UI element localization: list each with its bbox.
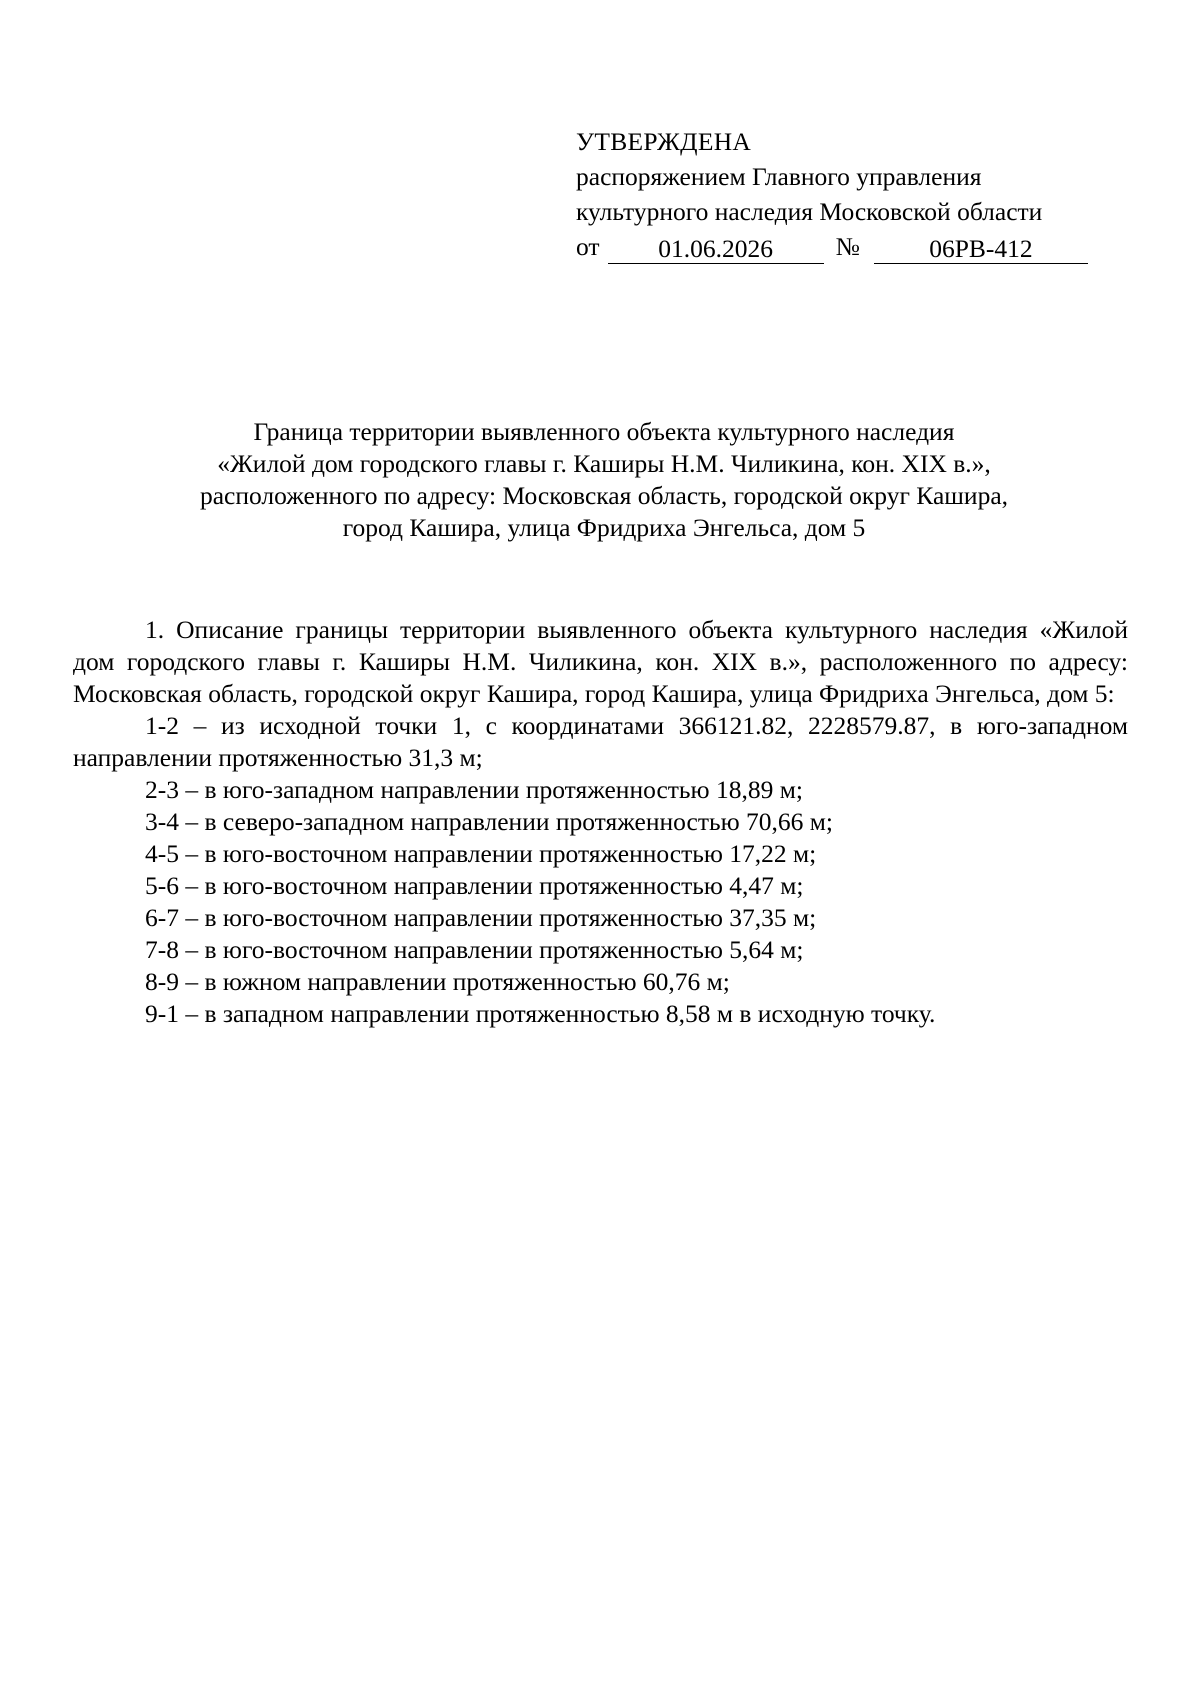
approval-date: 01.06.2026: [608, 235, 824, 264]
segment-6-7: 6-7 – в юго-восточном направлении протяженностью 37,35 м;: [145, 903, 817, 932]
approval-line-2: культурного наследия Московской области: [576, 197, 1043, 226]
approval-block: [576, 124, 1088, 264]
title-line-3: расположенного по адресу: Московская область, городской округ Кашира,: [199, 481, 1009, 510]
approval-date-row: [576, 229, 1088, 264]
boundary-description: [73, 614, 1128, 1030]
title-line-4: город Кашира, улица Фридриха Энгельса, дом 5: [342, 513, 866, 542]
description-intro: 1. Описание границы территории выявленного объекта культурного наследия «Жилой дом городского главы г. Каширы Н.М. Чиликина, кон. XIX в.», расположенного по адресу: Московская область, городской округ Кашира, город Кашира, улица Фридриха Энгельса, дом 5:: [73, 615, 1128, 708]
approval-number: 06РВ-412: [874, 235, 1088, 264]
segment-3-4: 3-4 – в северо-западном направлении протяженностью 70,66 м;: [145, 807, 833, 836]
date-prefix: от: [576, 232, 600, 261]
number-prefix: №: [835, 232, 860, 261]
document-title: [80, 416, 1128, 544]
segment-9-1: 9-1 – в западном направлении протяженностью 8,58 м в исходную точку.: [145, 999, 936, 1028]
segment-8-9: 8-9 – в южном направлении протяженностью 60,76 м;: [145, 967, 730, 996]
segment-5-6: 5-6 – в юго-восточном направлении протяженностью 4,47 м;: [145, 871, 804, 900]
segment-7-8: 7-8 – в юго-восточном направлении протяженностью 5,64 м;: [145, 935, 804, 964]
approval-line-1: распоряжением Главного управления: [576, 162, 982, 191]
segment-2-3: 2-3 – в юго-западном направлении протяженностью 18,89 м;: [145, 775, 803, 804]
title-line-1: Граница территории выявленного объекта культурного наследия: [253, 417, 955, 446]
title-line-2: «Жилой дом городского главы г. Каширы Н.М. Чиликина, кон. XIX в.»,: [217, 449, 991, 478]
segment-4-5: 4-5 – в юго-восточном направлении протяженностью 17,22 м;: [145, 839, 817, 868]
segment-1-2: 1-2 – из исходной точки 1, с координатами 366121.82, 2228579.87, в юго-западном направлении протяженностью 31,3 м;: [73, 711, 1128, 772]
approval-heading: УТВЕРЖДЕНА: [576, 127, 752, 156]
